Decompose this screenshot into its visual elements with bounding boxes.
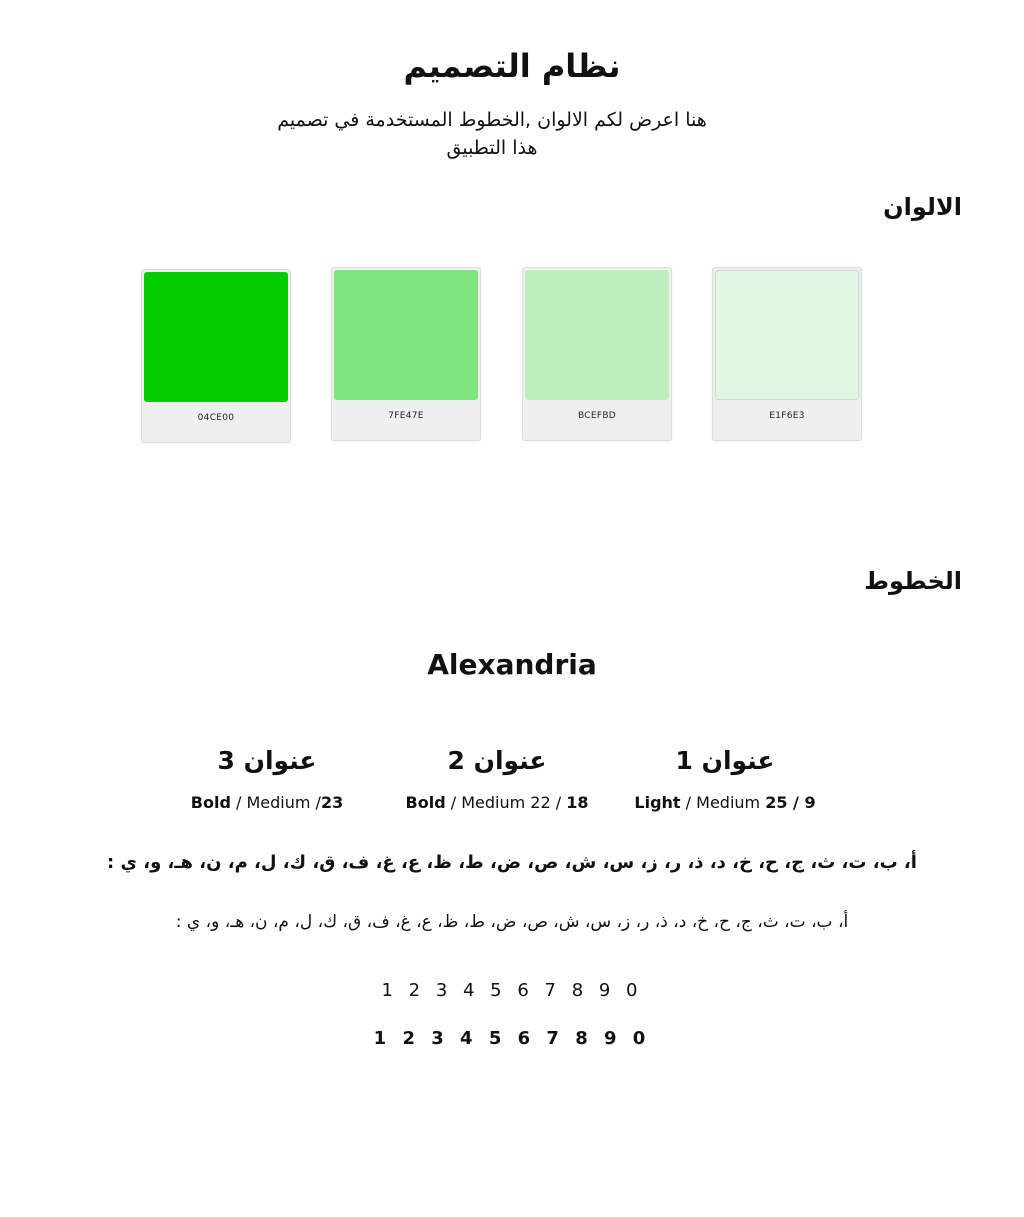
swatch-card-2 [331, 267, 481, 441]
type-style-title: عنوان 2 [447, 746, 547, 775]
type-style-title: عنوان 1 [675, 746, 775, 775]
type-style-2 [367, 744, 627, 814]
weight-label: Bold [405, 793, 446, 812]
page-subtitle: هنا اعرض لكم الالوان ,الخطوط المستخدمة في تصميم هذا التطبيق [277, 109, 707, 159]
swatch-fill-3 [525, 270, 669, 400]
swatch-fill-2 [334, 270, 478, 400]
type-style-meta [595, 792, 855, 814]
page-title: نظام التصميم [403, 47, 621, 85]
swatch-code-1: 04CE00 [197, 413, 235, 423]
type-style-1 [595, 744, 855, 814]
digits-regular: 1 2 3 4 5 6 7 8 9 0 [381, 980, 643, 1001]
swatch-code-2: 7FE47E [388, 411, 424, 421]
alphabet-regular: أ، ب، ت، ث، ج، ح، خ، د، ذ، ر، ز، س، ش، ص، ض، ط، ظ، ع، غ، ف، ق، ك، ل، م، ن، هـ، و، ي : [175, 912, 849, 932]
size-label: 25 / 9 [765, 793, 816, 812]
size-label: 23 [320, 793, 344, 812]
swatch-code-4: E1F6E3 [769, 411, 805, 421]
weight-label: Bold [190, 793, 231, 812]
weight-separator: / Medium 22 / [445, 793, 567, 812]
weight-separator: / Medium / [230, 793, 321, 812]
size-label: 18 [566, 793, 589, 812]
swatch-fill-1 [144, 272, 288, 402]
swatch-code-3: BCEFBD [577, 411, 617, 421]
fonts-heading: الخطوط [864, 567, 962, 595]
type-style-3 [137, 744, 397, 814]
type-style-title: عنوان 3 [217, 746, 317, 775]
weight-label: Light [634, 793, 681, 812]
alphabet-bold: أ، ب، ت، ث، ج، ح، خ، د، ذ، ر، ز، س، ش، ص، ض، ط، ظ، ع، غ، ف، ق، ك، ل، م، ن، هـ، و، ي : [107, 852, 917, 873]
swatch-card-4 [712, 267, 862, 441]
type-style-meta [137, 792, 397, 814]
swatch-card-3 [522, 267, 672, 441]
digits-bold: 1 2 3 4 5 6 7 8 9 0 [373, 1028, 651, 1049]
colors-heading: الالوان [883, 193, 962, 221]
swatch-fill-4 [715, 270, 859, 400]
font-name: Alexandria [427, 648, 597, 681]
swatch-card-1 [141, 269, 291, 443]
weight-separator: / Medium [680, 793, 766, 812]
type-style-meta [367, 792, 627, 814]
